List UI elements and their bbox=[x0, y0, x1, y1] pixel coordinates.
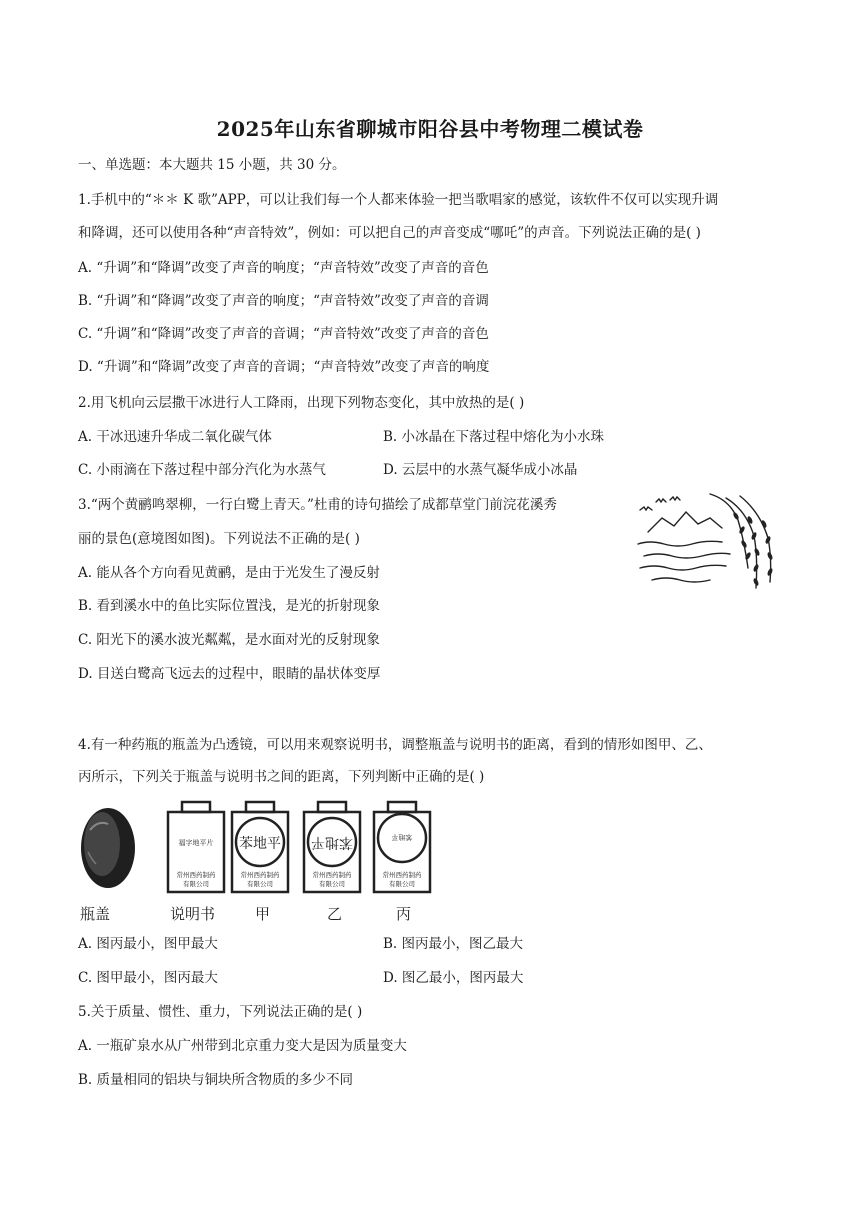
q3-stem-line2: 丽的景色(意境图如图)。下列说法不正确的是( ) bbox=[78, 531, 360, 547]
jia-company-line2: 有限公司 bbox=[247, 880, 273, 888]
q2-option-a: A. 干冰迅速升华成二氧化碳气体 bbox=[78, 429, 272, 445]
q5-stem: 5.关于质量、惯性、重力，下列说法正确的是( ) bbox=[78, 1004, 363, 1020]
q4-stem-line1: 4.有一种药瓶的瓶盖为凸透镜，可以用来观察说明书，调整瓶盖与说明书的距离，看到的情形如图甲、乙、 bbox=[78, 737, 712, 753]
q1-option-a: A. “升调”和“降调”改变了声音的响度；“声音特效”改变了声音的音色 bbox=[78, 260, 489, 276]
q5-option-b: B. 质量相同的铝块与铜块所含物质的多少不同 bbox=[78, 1072, 354, 1088]
manual-company-line2: 有限公司 bbox=[183, 880, 209, 888]
q3-option-c: C. 阳光下的溪水波光粼粼，是水面对光的反射现象 bbox=[78, 632, 380, 648]
yi-company-line1: 常州西药制药 bbox=[312, 871, 352, 879]
q2-option-d: D. 云层中的水蒸气凝华成小冰晶 bbox=[383, 462, 578, 478]
q2-stem: 2.用飞机向云层撒干冰进行人工降雨，出现下列物态变化，其中放热的是( ) bbox=[78, 395, 525, 411]
bing-inverted-small-text: 苯地平 bbox=[391, 833, 413, 841]
q3-option-b: B. 看到溪水中的鱼比实际位置浅，是光的折射现象 bbox=[78, 598, 381, 614]
q1-option-d: D. “升调”和“降调”改变了声音的音调；“声音特效”改变了声音的响度 bbox=[78, 359, 490, 375]
bottle-cap-drawing bbox=[81, 808, 135, 888]
q2-option-c: C. 小雨滴在下落过程中部分汽化为水蒸气 bbox=[78, 462, 326, 478]
jia-company-line1: 常州西药制药 bbox=[240, 871, 280, 879]
manual-company-line1: 常州西药制药 bbox=[176, 871, 216, 879]
q4-option-a: A. 图丙最小，图甲最大 bbox=[78, 936, 218, 952]
q3-scenery-illustration bbox=[630, 490, 785, 600]
figure-label-bing: 丙 bbox=[396, 905, 412, 923]
q1-stem-line1: 1.手机中的“＊＊ K 歌”APP，可以让我们每一个人都来体验一把当歌唱家的感觉，该软件不仅可以实现升调 bbox=[78, 192, 719, 208]
figure-label-yi: 乙 bbox=[327, 905, 343, 923]
q4-option-b: B. 图丙最小，图乙最大 bbox=[383, 936, 524, 952]
jia-magnified-text: 苯地平 bbox=[239, 836, 281, 852]
yi-company-line2: 有限公司 bbox=[319, 880, 345, 888]
q3-stem-line1: 3.“两个黄鹂鸣翠柳，一行白鹭上青天。”杜甫的诗句描绘了成都草堂门前浣花溪秀 bbox=[78, 497, 557, 513]
figure-label-cap: 瓶盖 bbox=[80, 905, 111, 923]
figure-label-jia: 甲 bbox=[255, 905, 271, 923]
q5-option-a: A. 一瓶矿泉水从广州带到北京重力变大是因为质量变大 bbox=[78, 1038, 407, 1054]
bing-company-line2: 有限公司 bbox=[389, 880, 415, 888]
q1-option-c: C. “升调”和“降调”改变了声音的音调；“声音特效”改变了声音的音色 bbox=[78, 326, 489, 342]
q4-option-d: D. 图乙最小，图丙最大 bbox=[383, 970, 524, 986]
q4-option-c: C. 图甲最小，图丙最大 bbox=[78, 970, 218, 986]
q1-option-b: B. “升调”和“降调”改变了声音的响度；“声音特效”改变了声音的音调 bbox=[78, 293, 489, 309]
q2-option-b: B. 小冰晶在下落过程中熔化为小水珠 bbox=[383, 429, 605, 445]
q4-stem-line2: 丙所示，下列关于瓶盖与说明书之间的距离，下列判断中正确的是( ) bbox=[78, 769, 485, 785]
page-title: 2025年山东省聊城市阳谷县中考物理二模试卷 bbox=[216, 117, 644, 141]
q4-figure bbox=[78, 800, 438, 900]
yi-inverted-text: 苯地平 bbox=[311, 834, 353, 850]
q3-option-a: A. 能从各个方向看见黄鹂，是由于光发生了漫反射 bbox=[78, 565, 380, 581]
manual-drug-name: 福字地平片 bbox=[178, 839, 214, 847]
figure-label-manual: 说明书 bbox=[170, 905, 216, 923]
bing-company-line1: 常州西药制药 bbox=[382, 871, 422, 879]
q1-stem-line2: 和降调，还可以使用各种“声音特效”，例如：可以把自己的声音变成“哪吒”的声音。下列说法正确的是( ) bbox=[78, 225, 701, 241]
q3-option-d: D. 目送白鹭高飞远去的过程中，眼睛的晶状体变厚 bbox=[78, 666, 381, 682]
section-heading: 一、单选题：本大题共 15 小题，共 30 分。 bbox=[78, 157, 346, 173]
